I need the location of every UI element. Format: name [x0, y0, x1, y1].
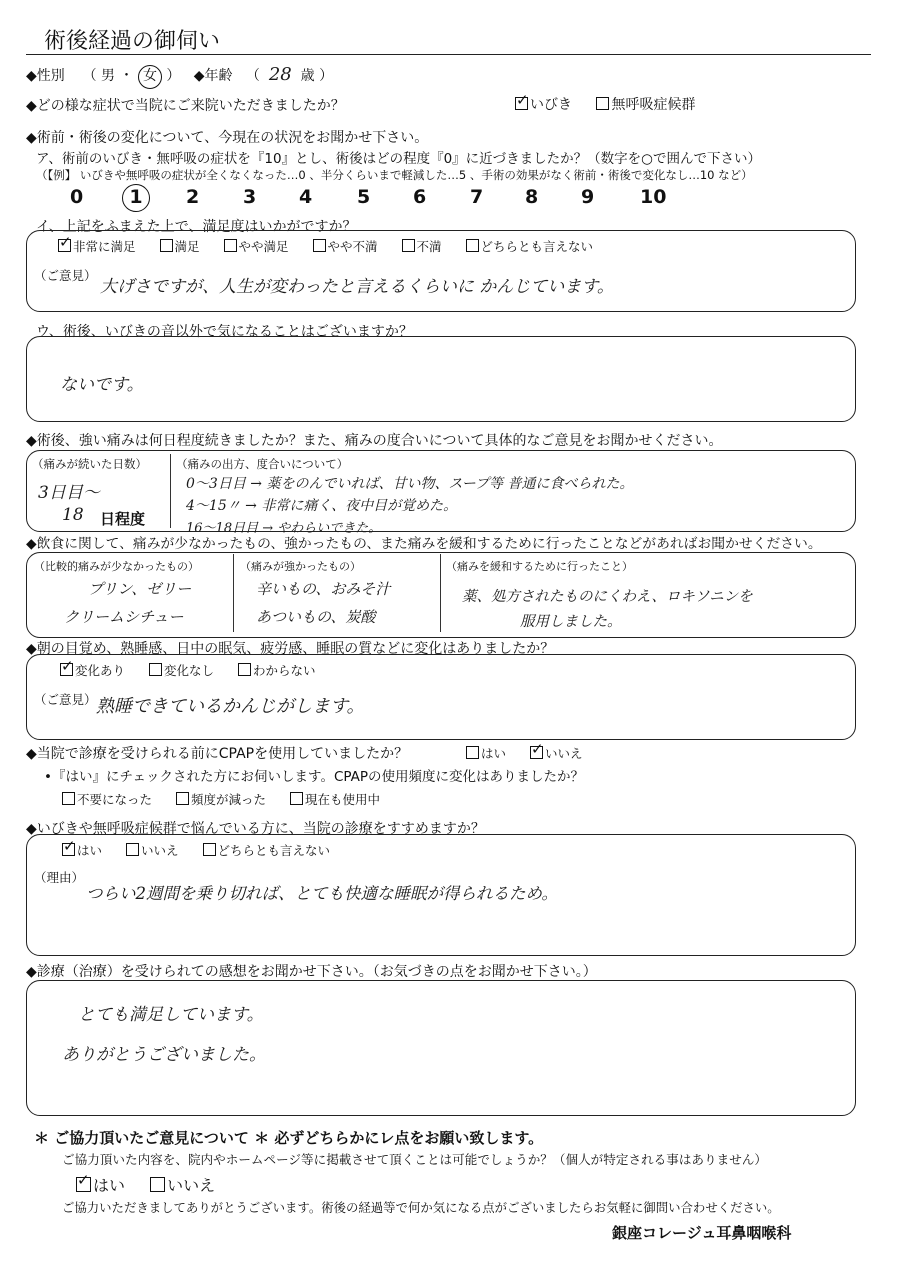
option-reduced[interactable]: 頻度が減った	[176, 792, 266, 807]
option-cpap-no[interactable]: ✓ いいえ	[530, 746, 583, 761]
pain-days-unit: 日程度	[100, 510, 146, 528]
footer-question: ご協力頂いた内容を、院内やホームページ等に掲載させて頂くことは可能でしょうか？（個人が特定される事はありません）	[62, 1152, 767, 1167]
checkbox-icon[interactable]	[290, 792, 303, 805]
checkbox-icon[interactable]	[150, 1177, 165, 1192]
sleep-question: ◆朝の目覚め、熟睡感、日中の眠気、疲労感、睡眠の質などに変化はありましたか？	[26, 641, 555, 657]
cpap-question: ◆当院で診療を受けられる前にCPAPを使用していましたか？	[26, 746, 409, 762]
checkbox-icon[interactable]	[238, 663, 251, 676]
age-label: ◆年齢	[193, 68, 233, 84]
checkbox-icon[interactable]	[466, 746, 479, 759]
scale-6[interactable]: 6	[413, 186, 427, 208]
option-not-needed[interactable]: 不要になった	[62, 792, 152, 807]
checkbox-icon[interactable]	[62, 792, 75, 805]
food-question: ◆飲食に関して、痛みが少なかったもの、強かったもの、また痛みを緩和するために行ったことなどがあればお聞かせください。	[26, 536, 822, 552]
scale-2[interactable]: 2	[186, 186, 200, 208]
option-snoring[interactable]: ✓ いびき	[515, 97, 572, 113]
option-satisfied[interactable]: 満足	[160, 239, 200, 254]
option-cpap-yes[interactable]: はい	[466, 746, 506, 761]
pain-degree-line[interactable]: 4～15〃 → 非常に痛く、夜中目が覚めた。	[186, 498, 458, 514]
satisfaction-opinion[interactable]: 大げさですが、人生が変わったと言えるくらいに かんじています。	[100, 277, 614, 297]
age-value[interactable]: 28	[268, 64, 292, 85]
footer-options	[76, 1173, 235, 1196]
reason-label: （理由）	[34, 870, 85, 885]
sleep-opinion-label: （ご意見）	[34, 692, 97, 707]
cpap-sub-question: •『はい』にチェックされた方にお伺いします。CPAPの使用頻度に変化はありましたか？	[44, 769, 585, 785]
satisfaction-question: イ、上記をふまえた上で、満足度はいかがですか？	[36, 219, 357, 235]
checkbox-icon[interactable]	[530, 746, 543, 759]
scale-1[interactable]: 1	[122, 184, 150, 212]
pain-days-to[interactable]: 18	[62, 505, 84, 525]
sex-close: ）	[166, 68, 181, 84]
food-strong-item[interactable]: あついもの、炭酸	[256, 608, 376, 626]
impression-question: ◆診療（治療）を受けられての感想をお聞かせ下さい。（お気づきの点をお聞かせ下さい。）	[26, 964, 597, 980]
checkbox-icon[interactable]	[203, 843, 216, 856]
other-concern-box	[26, 336, 856, 422]
sex-male[interactable]: 男	[101, 68, 116, 84]
checkbox-icon[interactable]	[515, 97, 528, 110]
checkbox-icon[interactable]	[160, 239, 173, 252]
option-recommend-no[interactable]: いいえ	[126, 843, 179, 858]
sex-label: ◆性別	[26, 68, 65, 84]
checkbox-icon[interactable]	[58, 239, 71, 252]
food-strong-label: （痛みが強かったもの）	[240, 560, 361, 573]
cpap-options	[466, 744, 603, 762]
option-somewhat-unsatisfied[interactable]: やや不満	[313, 239, 378, 254]
scale-5[interactable]: 5	[357, 186, 371, 208]
scale-0[interactable]: 0	[70, 186, 84, 208]
recommend-options	[62, 841, 350, 859]
pain-degree-line[interactable]: 0～3日目 → 薬をのんでいれば、甘い物、スープ等 普通に食べられた。	[186, 476, 634, 492]
page-title: 術後経過の御伺い	[44, 29, 221, 54]
option-recommend-yes[interactable]: ✓はい	[62, 843, 102, 858]
food-relief-item[interactable]: 服用しました。	[520, 614, 622, 630]
change-question-a: ア、術前のいびき・無呼吸の症状を『10』とし、術後はどの程度『0』に近づきましたか？（数字を○で囲んで下さい）	[36, 151, 761, 167]
checkbox-icon[interactable]	[596, 97, 609, 110]
food-less-label: （比較的痛みが少なかったもの）	[34, 560, 199, 573]
sleep-options	[60, 661, 336, 679]
checkbox-icon[interactable]	[62, 843, 75, 856]
option-publish-no[interactable]: いいえ	[150, 1176, 215, 1195]
sex-female[interactable]: 女	[138, 65, 162, 89]
symptom-question: ◆どの様な症状で当院にご来院いただきましたか？	[26, 98, 345, 114]
food-relief-label: （痛みを緩和するために行ったこと）	[446, 560, 633, 573]
option-changed[interactable]: ✓変化あり	[60, 663, 125, 678]
scale-3[interactable]: 3	[243, 186, 257, 208]
pain-degree-label: （痛みの出方、度合いについて）	[176, 457, 349, 471]
food-divider-2	[440, 554, 441, 632]
food-less-item[interactable]: プリン、ゼリー	[88, 580, 192, 598]
satisfaction-options	[58, 237, 613, 255]
option-somewhat-satisfied[interactable]: やや満足	[224, 239, 289, 254]
checkbox-icon[interactable]	[313, 239, 326, 252]
recommend-question: ◆いびきや無呼吸症候群で悩んでいる方に、当院の診療をすすめますか？	[26, 821, 485, 837]
option-unsatisfied[interactable]: 不満	[402, 239, 442, 254]
sleep-opinion[interactable]: 熟睡できているかんじがします。	[96, 696, 365, 717]
profile-row	[26, 64, 333, 89]
sex-open: （	[82, 68, 97, 84]
pain-days-from[interactable]: 3日目～	[38, 483, 100, 503]
checkbox-icon[interactable]	[224, 239, 237, 252]
change-heading: ◆術前・術後の変化について、今現在の状況をお聞かせ下さい。	[26, 130, 429, 146]
other-concern-answer[interactable]: ないです。	[60, 375, 144, 395]
symptom-options	[515, 94, 715, 114]
checkbox-icon[interactable]	[402, 239, 415, 252]
other-concern-question: ウ、術後、いびきの音以外で気になることはございますか？	[36, 324, 413, 340]
sex-dot: ・	[119, 68, 134, 84]
checkbox-icon[interactable]	[466, 239, 479, 252]
age-unit: 歳	[300, 68, 315, 84]
checkbox-icon[interactable]	[149, 663, 162, 676]
pain-days-label: （痛みが続いた日数）	[32, 457, 147, 471]
clinic-name: 銀座コレージュ耳鼻咽喉科	[612, 1224, 792, 1242]
footer-note: ＊ ご協力頂いたご意見について ＊ 必ずどちらかにレ点をお願い致します。	[34, 1129, 544, 1147]
checkbox-icon[interactable]	[60, 663, 73, 676]
option-neither[interactable]: どちらとも言えない	[466, 239, 594, 254]
option-apnea[interactable]: 無呼吸症候群	[596, 97, 695, 113]
age-open: （	[245, 68, 260, 84]
checkbox-icon[interactable]	[126, 843, 139, 856]
food-strong-item[interactable]: 辛いもの、おみそ汁	[256, 580, 391, 598]
option-publish-yes[interactable]: ✓はい	[76, 1176, 125, 1195]
food-relief-item[interactable]: 薬、処方されたものにくわえ、ロキソニンを	[462, 589, 753, 605]
recommend-reason[interactable]: つらい2週間を乗り切れば、とても快適な睡眠が得られるため。	[86, 884, 558, 903]
checkbox-icon[interactable]	[76, 1177, 91, 1192]
pain-question: ◆術後、強い痛みは何日程度続きましたか？また、痛みの度合いについて具体的なご意見をお聞かせください。	[26, 433, 723, 449]
scale-4[interactable]: 4	[299, 186, 313, 208]
scale-10[interactable]: 10	[640, 186, 667, 208]
cpap-sub-options	[62, 790, 400, 808]
food-less-item[interactable]: クリームシチュー	[64, 608, 184, 626]
scale-7[interactable]: 7	[470, 186, 484, 208]
checkbox-icon[interactable]	[176, 792, 189, 805]
option-no-change[interactable]: 変化なし	[149, 663, 214, 678]
option-recommend-neither[interactable]: どちらとも言えない	[203, 843, 331, 858]
pain-divider	[170, 454, 171, 528]
pain-degree-line[interactable]: 16～18日目 → やわらいできた。	[186, 521, 382, 536]
option-still-using[interactable]: 現在も使用中	[290, 792, 380, 807]
option-unknown[interactable]: わからない	[238, 663, 316, 678]
option-very-satisfied[interactable]: ✓非常に満足	[58, 239, 136, 254]
change-example: （【例】 いびきや無呼吸の症状が全くなくなった…0 、半分くらいまで軽減した…5 、手術の効果がなく術前・術後で変化なし…10 など）	[36, 168, 753, 182]
impression-line[interactable]: ありがとうございました。	[62, 1045, 266, 1065]
title-underline	[26, 54, 871, 55]
impression-line[interactable]: とても満足しています。	[78, 1005, 264, 1025]
food-divider-1	[233, 554, 234, 632]
scale-9[interactable]: 9	[581, 186, 595, 208]
footer-thanks: ご協力いただきましてありがとうございます。術後の経過等で何か気になる点がございましたらお気軽に御問い合わせください。	[62, 1200, 780, 1215]
age-close: ）	[319, 68, 334, 84]
opinion-label: （ご意見）	[34, 268, 97, 283]
scale-8[interactable]: 8	[525, 186, 539, 208]
